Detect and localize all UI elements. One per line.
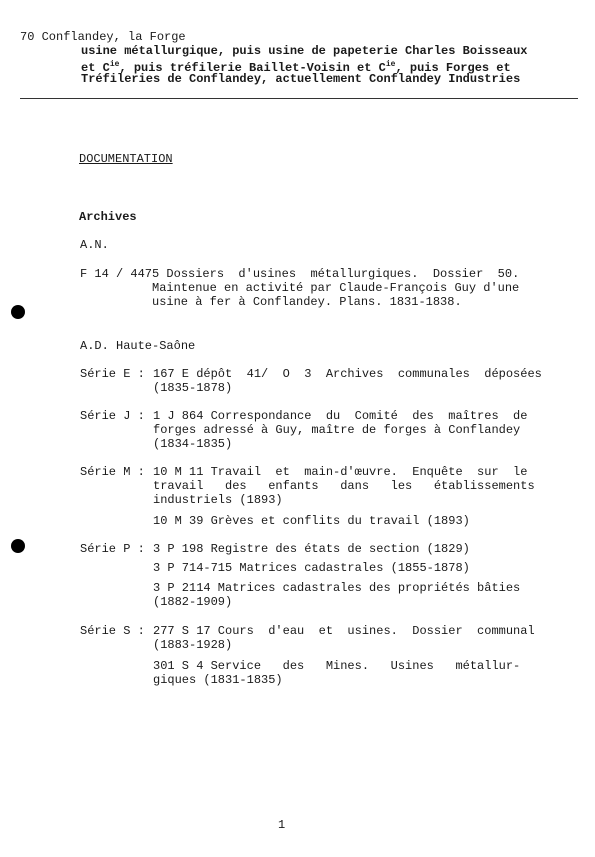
header-line-1: 70 Conflandey, la Forge [20, 30, 186, 44]
header-line-3-part-c: , puis Forges et [395, 61, 511, 75]
binder-hole-top [11, 305, 25, 319]
series-e-item-1-line-2: (1835-1878) [153, 381, 233, 395]
series-p-item-1-line-1: 3 P 198 Registre des états de section (1829) [153, 542, 470, 556]
section-title: DOCUMENTATION [79, 152, 173, 166]
series-j-item-1-line-1: 1 J 864 Correspondance du Comité des maîtres de [153, 409, 528, 423]
an-label: A.N. [80, 238, 109, 252]
series-s-label: Série S : [80, 624, 145, 638]
series-s-item-2-line-2: giques (1831-1835) [153, 673, 283, 687]
series-m-item-2-line-1: 10 M 39 Grèves et conflits du travail (1893) [153, 514, 470, 528]
header-superscript-2: ie [385, 60, 396, 69]
header-superscript-1: ie [109, 60, 120, 69]
header-rule [20, 98, 578, 99]
series-m-item-1-line-2: travail des enfants dans les établissements [153, 479, 535, 493]
series-p-item-2-line-1: 3 P 714-715 Matrices cadastrales (1855-1878) [153, 561, 470, 575]
series-p-item-3-line-1: 3 P 2114 Matrices cadastrales des propriétés bâties [153, 581, 521, 595]
series-e-label: Série E : [80, 367, 145, 381]
series-m-item-1-line-1: 10 M 11 Travail et main-d'œuvre. Enquête sur le [153, 465, 528, 479]
archives-title: Archives [79, 210, 137, 224]
series-s-item-1-line-1: 277 S 17 Cours d'eau et usines. Dossier communal [153, 624, 535, 638]
header-line-2: usine métallurgique, puis usine de papeterie Charles Boisseaux [81, 44, 528, 58]
header-line-3-part-b: , puis tréfilerie Baillet-Voisin et C [119, 61, 386, 75]
an-entry-line-1: F 14 / 4475 Dossiers d'usines métallurgiques. Dossier 50. [80, 267, 520, 281]
series-e-item-1-line-1: 167 E dépôt 41/ O 3 Archives communales déposées [153, 367, 542, 381]
an-entry-line-3: usine à fer à Conflandey. Plans. 1831-1838. [152, 295, 462, 309]
binder-hole-bottom [11, 539, 25, 553]
header-line-3-part-a: et C [81, 61, 110, 75]
series-s-item-2-line-1: 301 S 4 Service des Mines. Usines métallur- [153, 659, 521, 673]
ad-label: A.D. Haute-Saône [80, 339, 196, 353]
series-m-item-1-line-3: industriels (1893) [153, 493, 283, 507]
series-j-item-1-line-3: (1834-1835) [153, 437, 233, 451]
series-s-item-1-line-2: (1883-1928) [153, 638, 233, 652]
page-number: 1 [278, 818, 286, 832]
header-line-4: Tréfileries de Conflandey, actuellement Conflandey Industries [81, 72, 521, 86]
series-p-label: Série P : [80, 542, 145, 556]
series-m-label: Série M : [80, 465, 145, 479]
series-j-item-1-line-2: forges adressé à Guy, maître de forges à Conflandey [153, 423, 521, 437]
series-j-label: Série J : [80, 409, 145, 423]
an-entry-line-2: Maintenue en activité par Claude-François Guy d'une [152, 281, 520, 295]
series-p-item-3-line-2: (1882-1909) [153, 595, 233, 609]
